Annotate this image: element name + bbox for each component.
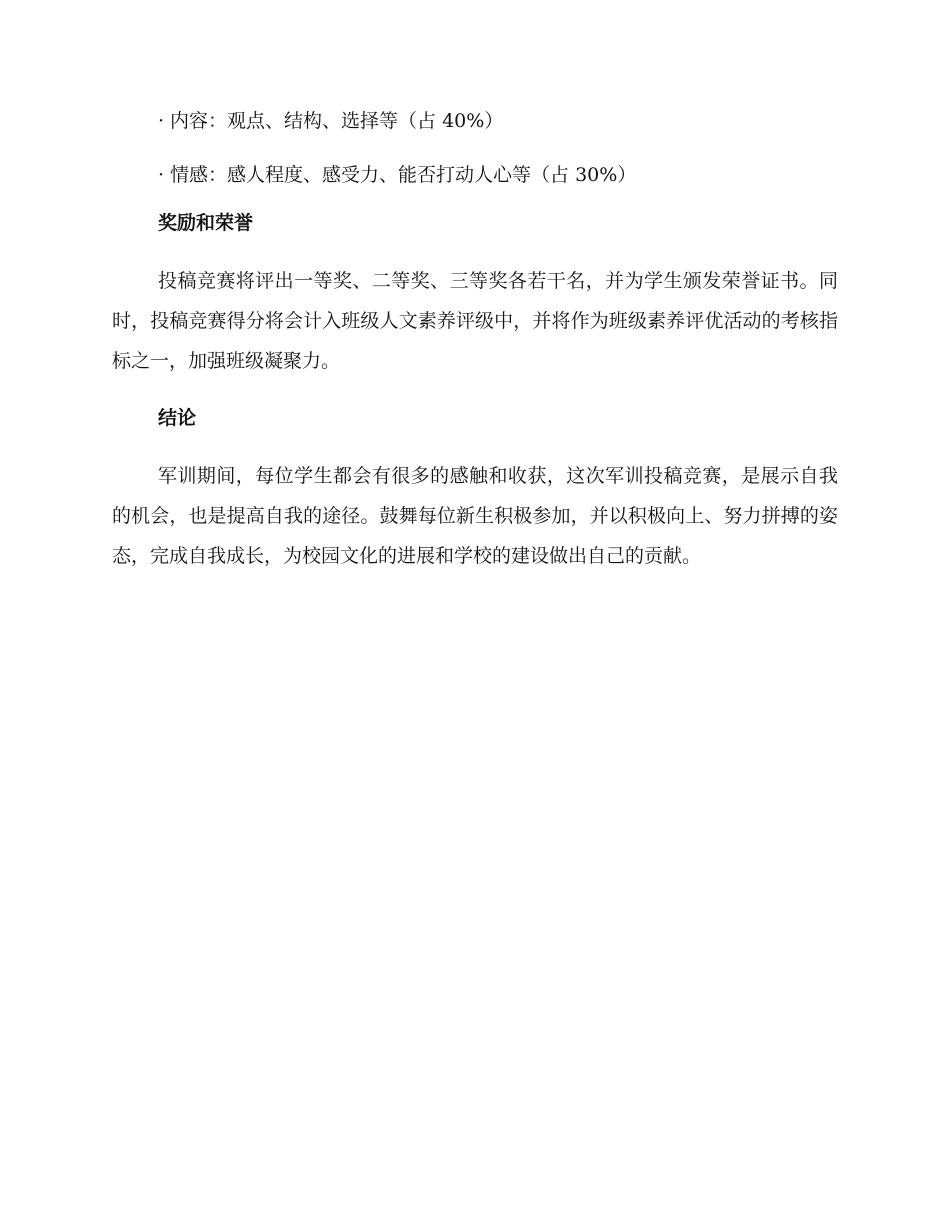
bullet-dot: · <box>158 110 165 132</box>
section-body-awards: 投稿竞赛将评出一等奖、二等奖、三等奖各若干名，并为学生颁发荣誉证书。同时，投稿竞赛得分将会计入班级人文素养评级中，并将作为班级素养评优活动的考核指标之一，加强班级凝聚力。 <box>112 270 838 372</box>
bullet-item-emotion <box>112 162 838 189</box>
bullet-item-content <box>112 108 838 135</box>
bullet-text: 情感：感人程度、感受力、能否打动人心等（占 30%） <box>170 164 637 186</box>
bullet-text: 内容：观点、结构、选择等（占 40%） <box>170 110 504 132</box>
bullet-dot: · <box>158 164 165 186</box>
section-body-conclusion: 军训期间，每位学生都会有很多的感触和收获，这次军训投稿竞赛，是展示自我的机会，也是提高自我的途径。鼓舞每位新生积极参加，并以积极向上、努力拼搏的姿态，完成自我成长，为校园文化的进展和学校的建设做出自己的贡献。 <box>112 465 838 567</box>
section-heading-conclusion: 结论 <box>158 407 197 429</box>
section-heading-awards: 奖励和荣誉 <box>158 212 254 234</box>
